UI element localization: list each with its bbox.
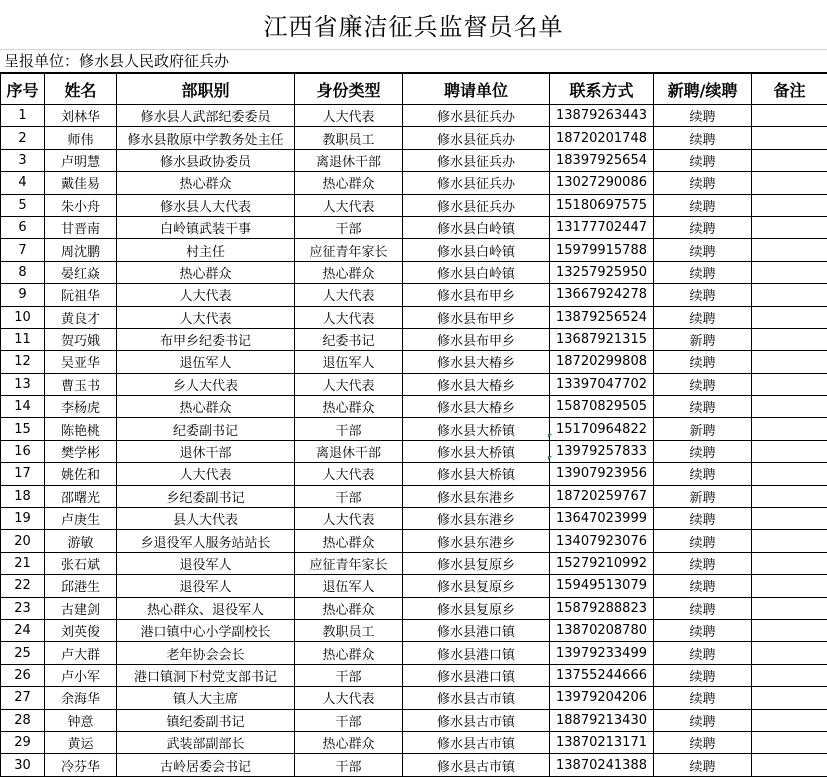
cell-name[interactable]: 李杨虎 bbox=[45, 396, 117, 418]
cell-hiring-unit[interactable]: 修水县古市镇 bbox=[403, 709, 550, 731]
table-row bbox=[1, 687, 827, 709]
cell-index[interactable]: 18 bbox=[1, 485, 45, 507]
cell-position[interactable]: 布甲乡纪委书记 bbox=[117, 328, 295, 350]
cell-hiring-unit[interactable]: 修水县布甲乡 bbox=[403, 284, 550, 306]
cell-remarks[interactable] bbox=[752, 575, 827, 597]
table-row bbox=[1, 239, 827, 261]
table-row bbox=[1, 373, 827, 395]
cell-position[interactable]: 修水县政协委员 bbox=[117, 149, 295, 171]
cell-contact[interactable]: 13687921315 bbox=[550, 328, 654, 350]
cell-contact[interactable]: 13870213171 bbox=[550, 731, 654, 753]
table-row bbox=[1, 619, 827, 641]
table-row bbox=[1, 351, 827, 373]
column-header-name[interactable]: 姓名 bbox=[45, 74, 117, 105]
cell-new-renew[interactable]: 续聘 bbox=[654, 508, 752, 530]
cell-contact[interactable]: 13870208780 bbox=[550, 619, 654, 641]
cell-new-renew[interactable]: 续聘 bbox=[654, 172, 752, 194]
cell-remarks[interactable] bbox=[752, 642, 827, 664]
cell-contact[interactable]: 13979204206 bbox=[550, 687, 654, 709]
cell-remarks[interactable] bbox=[752, 463, 827, 485]
table-row bbox=[1, 194, 827, 216]
cell-contact[interactable]: 15870829505 bbox=[550, 396, 654, 418]
table-row bbox=[1, 216, 827, 238]
cell-position[interactable]: 退伍军人 bbox=[117, 351, 295, 373]
cell-remarks[interactable] bbox=[752, 284, 827, 306]
cell-position[interactable]: 修水县人大代表 bbox=[117, 194, 295, 216]
cell-new-renew[interactable]: 新聘 bbox=[654, 485, 752, 507]
cell-name[interactable]: 卢明慧 bbox=[45, 149, 117, 171]
cell-position[interactable]: 乡退役军人服务站站长 bbox=[117, 530, 295, 552]
cell-name[interactable]: 周沈鹏 bbox=[45, 239, 117, 261]
cell-hiring-unit[interactable]: 修水县复原乡 bbox=[403, 597, 550, 619]
cell-new-renew[interactable]: 续聘 bbox=[654, 284, 752, 306]
cell-remarks[interactable] bbox=[752, 731, 827, 753]
cell-hiring-unit[interactable]: 修水县布甲乡 bbox=[403, 306, 550, 328]
cell-remarks[interactable] bbox=[752, 485, 827, 507]
cell-index[interactable]: 7 bbox=[1, 239, 45, 261]
cell-identity-type[interactable]: 退伍军人 bbox=[295, 351, 403, 373]
cell-hiring-unit[interactable]: 修水县大椿乡 bbox=[403, 351, 550, 373]
cell-index[interactable]: 16 bbox=[1, 440, 45, 462]
cell-position[interactable]: 人大代表 bbox=[117, 463, 295, 485]
cell-name[interactable]: 曹玉书 bbox=[45, 373, 117, 395]
cell-index[interactable]: 26 bbox=[1, 664, 45, 686]
reporting-unit[interactable]: 呈报单位：修水县人民政府征兵办 bbox=[0, 49, 827, 73]
cell-contact[interactable]: 13667924278 bbox=[550, 284, 654, 306]
cell-remarks[interactable] bbox=[752, 127, 827, 149]
cell-marker-icon bbox=[548, 434, 552, 438]
cell-new-renew[interactable]: 续聘 bbox=[654, 731, 752, 753]
column-header-contact[interactable]: 联系方式 bbox=[550, 74, 654, 105]
supervisor-table bbox=[0, 73, 827, 777]
cell-position[interactable]: 乡人大代表 bbox=[117, 373, 295, 395]
cell-new-renew[interactable]: 续聘 bbox=[654, 530, 752, 552]
cell-identity-type[interactable]: 热心群众 bbox=[295, 172, 403, 194]
cell-new-renew[interactable]: 续聘 bbox=[654, 552, 752, 574]
cell-new-renew[interactable]: 续聘 bbox=[654, 261, 752, 283]
cell-identity-type[interactable]: 干部 bbox=[295, 754, 403, 776]
header-row bbox=[1, 74, 827, 105]
cell-index[interactable]: 8 bbox=[1, 261, 45, 283]
table-row bbox=[1, 463, 827, 485]
cell-identity-type[interactable]: 干部 bbox=[295, 216, 403, 238]
cell-contact[interactable]: 18720259767 bbox=[550, 485, 654, 507]
cell-hiring-unit[interactable]: 修水县大椿乡 bbox=[403, 373, 550, 395]
cell-index[interactable]: 10 bbox=[1, 306, 45, 328]
column-header-position[interactable]: 部职别 bbox=[117, 74, 295, 105]
cell-position[interactable]: 镇人大主席 bbox=[117, 687, 295, 709]
table-row bbox=[1, 105, 827, 127]
cell-identity-type[interactable]: 干部 bbox=[295, 418, 403, 440]
cell-name[interactable]: 吴亚华 bbox=[45, 351, 117, 373]
cell-index[interactable]: 1 bbox=[1, 105, 45, 127]
cell-remarks[interactable] bbox=[752, 664, 827, 686]
cell-index[interactable]: 2 bbox=[1, 127, 45, 149]
cell-index[interactable]: 20 bbox=[1, 530, 45, 552]
cell-index[interactable]: 29 bbox=[1, 731, 45, 753]
table-row bbox=[1, 149, 827, 171]
table-row bbox=[1, 709, 827, 731]
cell-identity-type[interactable]: 人大代表 bbox=[295, 687, 403, 709]
cell-hiring-unit[interactable]: 修水县大桥镇 bbox=[403, 463, 550, 485]
cell-identity-type[interactable]: 应征青年家长 bbox=[295, 239, 403, 261]
cell-index[interactable]: 12 bbox=[1, 351, 45, 373]
table-row bbox=[1, 508, 827, 530]
cell-new-renew[interactable]: 续聘 bbox=[654, 306, 752, 328]
cell-identity-type[interactable]: 教职员工 bbox=[295, 619, 403, 641]
cell-name[interactable]: 卢大群 bbox=[45, 642, 117, 664]
cell-identity-type[interactable]: 热心群众 bbox=[295, 396, 403, 418]
table-row bbox=[1, 552, 827, 574]
table-row bbox=[1, 530, 827, 552]
cell-identity-type[interactable]: 人大代表 bbox=[295, 306, 403, 328]
cell-identity-type[interactable]: 干部 bbox=[295, 709, 403, 731]
cell-name[interactable]: 刘林华 bbox=[45, 105, 117, 127]
cell-contact[interactable]: 15949513079 bbox=[550, 575, 654, 597]
cell-index[interactable]: 14 bbox=[1, 396, 45, 418]
cell-remarks[interactable] bbox=[752, 373, 827, 395]
cell-index[interactable]: 4 bbox=[1, 172, 45, 194]
cell-hiring-unit[interactable]: 修水县港口镇 bbox=[403, 642, 550, 664]
cell-hiring-unit[interactable]: 修水县港口镇 bbox=[403, 664, 550, 686]
cell-position[interactable]: 人大代表 bbox=[117, 284, 295, 306]
cell-index[interactable]: 22 bbox=[1, 575, 45, 597]
table-row bbox=[1, 172, 827, 194]
column-header-index[interactable]: 序号 bbox=[1, 74, 45, 105]
cell-hiring-unit[interactable]: 修水县港口镇 bbox=[403, 619, 550, 641]
cell-index[interactable]: 11 bbox=[1, 328, 45, 350]
cell-hiring-unit[interactable]: 修水县东港乡 bbox=[403, 508, 550, 530]
cell-index[interactable]: 27 bbox=[1, 687, 45, 709]
cell-remarks[interactable] bbox=[752, 508, 827, 530]
cell-remarks[interactable] bbox=[752, 530, 827, 552]
cell-new-renew[interactable]: 续聘 bbox=[654, 687, 752, 709]
cell-contact[interactable]: 13407923076 bbox=[550, 530, 654, 552]
cell-position[interactable]: 老年协会会长 bbox=[117, 642, 295, 664]
cell-identity-type[interactable]: 人大代表 bbox=[295, 105, 403, 127]
cell-new-renew[interactable]: 续聘 bbox=[654, 105, 752, 127]
table-row bbox=[1, 328, 827, 350]
table-row bbox=[1, 284, 827, 306]
cell-index[interactable]: 13 bbox=[1, 373, 45, 395]
cell-name[interactable]: 钟意 bbox=[45, 709, 117, 731]
cell-contact[interactable]: 13397047702 bbox=[550, 373, 654, 395]
cell-new-renew[interactable]: 续聘 bbox=[654, 373, 752, 395]
cell-contact[interactable]: 13979233499 bbox=[550, 642, 654, 664]
cell-name[interactable]: 张石斌 bbox=[45, 552, 117, 574]
cell-name[interactable]: 卢庚生 bbox=[45, 508, 117, 530]
cell-contact[interactable]: 18397925654 bbox=[550, 149, 654, 171]
table-row bbox=[1, 664, 827, 686]
cell-identity-type[interactable]: 人大代表 bbox=[295, 194, 403, 216]
cell-name[interactable]: 朱小舟 bbox=[45, 194, 117, 216]
cell-position[interactable]: 港口镇中心小学副校长 bbox=[117, 619, 295, 641]
cell-position[interactable]: 修水县散原中学教务处主任 bbox=[117, 127, 295, 149]
cell-new-renew[interactable]: 续聘 bbox=[654, 149, 752, 171]
cell-name[interactable]: 刘英俊 bbox=[45, 619, 117, 641]
cell-hiring-unit[interactable]: 修水县大桥镇 bbox=[403, 418, 550, 440]
table-row bbox=[1, 642, 827, 664]
cell-new-renew[interactable]: 续聘 bbox=[654, 754, 752, 776]
cell-new-renew[interactable]: 续聘 bbox=[654, 216, 752, 238]
cell-index[interactable]: 28 bbox=[1, 709, 45, 731]
column-header-new-renew[interactable]: 新聘/续聘 bbox=[654, 74, 752, 105]
cell-contact[interactable]: 13879263443 bbox=[550, 105, 654, 127]
cell-identity-type[interactable]: 热心群众 bbox=[295, 530, 403, 552]
cell-identity-type[interactable]: 离退休干部 bbox=[295, 149, 403, 171]
cell-hiring-unit[interactable]: 修水县古市镇 bbox=[403, 731, 550, 753]
cell-remarks[interactable] bbox=[752, 552, 827, 574]
cell-new-renew[interactable]: 续聘 bbox=[654, 239, 752, 261]
cell-new-renew[interactable]: 续聘 bbox=[654, 597, 752, 619]
cell-identity-type[interactable]: 热心群众 bbox=[295, 731, 403, 753]
cell-position[interactable]: 白岭镇武装干事 bbox=[117, 216, 295, 238]
cell-new-renew[interactable]: 续聘 bbox=[654, 440, 752, 462]
cell-contact[interactable]: 13027290086 bbox=[550, 172, 654, 194]
cell-identity-type[interactable]: 退伍军人 bbox=[295, 575, 403, 597]
table-row bbox=[1, 418, 827, 440]
cell-identity-type[interactable]: 人大代表 bbox=[295, 373, 403, 395]
cell-position[interactable]: 县人大代表 bbox=[117, 508, 295, 530]
cell-hiring-unit[interactable]: 修水县大桥镇 bbox=[403, 440, 550, 462]
cell-remarks[interactable] bbox=[752, 440, 827, 462]
cell-remarks[interactable] bbox=[752, 149, 827, 171]
cell-position[interactable]: 退役军人 bbox=[117, 575, 295, 597]
cell-position[interactable]: 热心群众 bbox=[117, 172, 295, 194]
cell-remarks[interactable] bbox=[752, 216, 827, 238]
cell-remarks[interactable] bbox=[752, 351, 827, 373]
cell-position[interactable]: 港口镇洞下村党支部书记 bbox=[117, 664, 295, 686]
cell-position[interactable]: 人大代表 bbox=[117, 306, 295, 328]
cell-index[interactable]: 23 bbox=[1, 597, 45, 619]
cell-name[interactable]: 冷芬华 bbox=[45, 754, 117, 776]
cell-new-renew[interactable]: 新聘 bbox=[654, 418, 752, 440]
cell-remarks[interactable] bbox=[752, 306, 827, 328]
cell-index[interactable]: 25 bbox=[1, 642, 45, 664]
cell-name[interactable]: 陈艳桃 bbox=[45, 418, 117, 440]
column-header-hiring-unit[interactable]: 聘请单位 bbox=[403, 74, 550, 105]
cell-identity-type[interactable]: 热心群众 bbox=[295, 642, 403, 664]
cell-contact[interactable]: 18879213430 bbox=[550, 709, 654, 731]
cell-contact[interactable]: 13979257833 bbox=[550, 440, 654, 462]
cell-hiring-unit[interactable]: 修水县复原乡 bbox=[403, 552, 550, 574]
cell-contact[interactable]: 13870241388 bbox=[550, 754, 654, 776]
cell-new-renew[interactable]: 续聘 bbox=[654, 351, 752, 373]
table-row bbox=[1, 485, 827, 507]
cell-contact[interactable]: 13647023999 bbox=[550, 508, 654, 530]
cell-index[interactable]: 19 bbox=[1, 508, 45, 530]
cell-contact[interactable]: 13257925950 bbox=[550, 261, 654, 283]
table-row bbox=[1, 597, 827, 619]
cell-name[interactable]: 余海华 bbox=[45, 687, 117, 709]
cell-index[interactable]: 21 bbox=[1, 552, 45, 574]
cell-position[interactable]: 退役军人 bbox=[117, 552, 295, 574]
cell-position[interactable]: 热心群众、退役军人 bbox=[117, 597, 295, 619]
cell-name[interactable]: 黄良才 bbox=[45, 306, 117, 328]
cell-name[interactable]: 阮祖华 bbox=[45, 284, 117, 306]
cell-position[interactable]: 修水县人武部纪委委员 bbox=[117, 105, 295, 127]
cell-index[interactable]: 24 bbox=[1, 619, 45, 641]
cell-hiring-unit[interactable]: 修水县征兵办 bbox=[403, 105, 550, 127]
cell-contact[interactable]: 15170964822 bbox=[550, 418, 654, 440]
cell-position[interactable]: 镇纪委副书记 bbox=[117, 709, 295, 731]
cell-hiring-unit[interactable]: 修水县大椿乡 bbox=[403, 396, 550, 418]
cell-remarks[interactable] bbox=[752, 328, 827, 350]
cell-new-renew[interactable]: 续聘 bbox=[654, 619, 752, 641]
cell-remarks[interactable] bbox=[752, 239, 827, 261]
cell-name[interactable]: 黄运 bbox=[45, 731, 117, 753]
cell-name[interactable]: 卢小军 bbox=[45, 664, 117, 686]
cell-name[interactable]: 姚佐和 bbox=[45, 463, 117, 485]
cell-remarks[interactable] bbox=[752, 597, 827, 619]
cell-identity-type[interactable]: 干部 bbox=[295, 485, 403, 507]
cell-hiring-unit[interactable]: 修水县白岭镇 bbox=[403, 261, 550, 283]
cell-position[interactable]: 乡纪委副书记 bbox=[117, 485, 295, 507]
cell-index[interactable]: 6 bbox=[1, 216, 45, 238]
cell-identity-type[interactable]: 热心群众 bbox=[295, 261, 403, 283]
table-row bbox=[1, 396, 827, 418]
cell-name[interactable]: 邵曙光 bbox=[45, 485, 117, 507]
cell-identity-type[interactable]: 离退休干部 bbox=[295, 440, 403, 462]
cell-index[interactable]: 15 bbox=[1, 418, 45, 440]
cell-identity-type[interactable]: 干部 bbox=[295, 664, 403, 686]
cell-name[interactable]: 樊学彬 bbox=[45, 440, 117, 462]
cell-new-renew[interactable]: 续聘 bbox=[654, 194, 752, 216]
cell-contact[interactable]: 15979915788 bbox=[550, 239, 654, 261]
table-row bbox=[1, 731, 827, 753]
cell-remarks[interactable] bbox=[752, 709, 827, 731]
cell-remarks[interactable] bbox=[752, 396, 827, 418]
cell-hiring-unit[interactable]: 修水县古市镇 bbox=[403, 687, 550, 709]
cell-index[interactable]: 3 bbox=[1, 149, 45, 171]
cell-index[interactable]: 30 bbox=[1, 754, 45, 776]
cell-contact[interactable]: 18720201748 bbox=[550, 127, 654, 149]
cell-contact[interactable]: 13907923956 bbox=[550, 463, 654, 485]
cell-remarks[interactable] bbox=[752, 619, 827, 641]
cell-name[interactable]: 邱港生 bbox=[45, 575, 117, 597]
cell-position[interactable]: 古岭居委会书记 bbox=[117, 754, 295, 776]
cell-hiring-unit[interactable]: 修水县东港乡 bbox=[403, 530, 550, 552]
cell-new-renew[interactable]: 续聘 bbox=[654, 463, 752, 485]
cell-new-renew[interactable]: 续聘 bbox=[654, 709, 752, 731]
cell-identity-type[interactable]: 人大代表 bbox=[295, 508, 403, 530]
cell-identity-type[interactable]: 人大代表 bbox=[295, 284, 403, 306]
cell-hiring-unit[interactable]: 修水县征兵办 bbox=[403, 149, 550, 171]
cell-hiring-unit[interactable]: 修水县复原乡 bbox=[403, 575, 550, 597]
cell-position[interactable]: 武装部副部长 bbox=[117, 731, 295, 753]
column-header-remarks[interactable]: 备注 bbox=[752, 74, 827, 105]
cell-new-renew[interactable]: 续聘 bbox=[654, 664, 752, 686]
cell-identity-type[interactable]: 教职员工 bbox=[295, 127, 403, 149]
cell-position[interactable]: 热心群众 bbox=[117, 396, 295, 418]
column-header-identity-type[interactable]: 身份类型 bbox=[295, 74, 403, 105]
cell-hiring-unit[interactable]: 修水县布甲乡 bbox=[403, 328, 550, 350]
cell-position[interactable]: 纪委副书记 bbox=[117, 418, 295, 440]
cell-remarks[interactable] bbox=[752, 687, 827, 709]
table-row bbox=[1, 575, 827, 597]
cell-contact[interactable]: 15879288823 bbox=[550, 597, 654, 619]
cell-name[interactable]: 戴佳易 bbox=[45, 172, 117, 194]
cell-contact[interactable]: 15180697575 bbox=[550, 194, 654, 216]
sheet-title[interactable]: 江西省廉洁征兵监督员名单 bbox=[0, 0, 827, 50]
cell-hiring-unit[interactable]: 修水县征兵办 bbox=[403, 172, 550, 194]
cell-name[interactable]: 古建剑 bbox=[45, 597, 117, 619]
cell-identity-type[interactable]: 热心群众 bbox=[295, 597, 403, 619]
cell-hiring-unit[interactable]: 修水县古市镇 bbox=[403, 754, 550, 776]
cell-remarks[interactable] bbox=[752, 754, 827, 776]
cell-contact[interactable]: 15279210992 bbox=[550, 552, 654, 574]
cell-hiring-unit[interactable]: 修水县白岭镇 bbox=[403, 239, 550, 261]
cell-name[interactable]: 师伟 bbox=[45, 127, 117, 149]
cell-hiring-unit[interactable]: 修水县东港乡 bbox=[403, 485, 550, 507]
table-row bbox=[1, 261, 827, 283]
cell-name[interactable]: 游敏 bbox=[45, 530, 117, 552]
cell-contact[interactable]: 18720299808 bbox=[550, 351, 654, 373]
cell-identity-type[interactable]: 应征青年家长 bbox=[295, 552, 403, 574]
cell-index[interactable]: 17 bbox=[1, 463, 45, 485]
cell-remarks[interactable] bbox=[752, 194, 827, 216]
cell-remarks[interactable] bbox=[752, 261, 827, 283]
table-row bbox=[1, 754, 827, 776]
cell-hiring-unit[interactable]: 修水县白岭镇 bbox=[403, 216, 550, 238]
cell-name[interactable]: 甘晋南 bbox=[45, 216, 117, 238]
cell-new-renew[interactable]: 续聘 bbox=[654, 575, 752, 597]
cell-remarks[interactable] bbox=[752, 172, 827, 194]
table-row bbox=[1, 306, 827, 328]
cell-contact[interactable]: 13177702447 bbox=[550, 216, 654, 238]
cell-position[interactable]: 热心群众 bbox=[117, 261, 295, 283]
cell-remarks[interactable] bbox=[752, 105, 827, 127]
cell-identity-type[interactable]: 纪委书记 bbox=[295, 328, 403, 350]
cell-contact[interactable]: 13755244666 bbox=[550, 664, 654, 686]
cell-new-renew[interactable]: 新聘 bbox=[654, 328, 752, 350]
cell-remarks[interactable] bbox=[752, 418, 827, 440]
cell-position[interactable]: 村主任 bbox=[117, 239, 295, 261]
cell-hiring-unit[interactable]: 修水县征兵办 bbox=[403, 127, 550, 149]
cell-new-renew[interactable]: 续聘 bbox=[654, 642, 752, 664]
table-row bbox=[1, 127, 827, 149]
cell-identity-type[interactable]: 人大代表 bbox=[295, 463, 403, 485]
cell-contact[interactable]: 13879256524 bbox=[550, 306, 654, 328]
cell-index[interactable]: 9 bbox=[1, 284, 45, 306]
cell-name[interactable]: 贺巧娥 bbox=[45, 328, 117, 350]
cell-hiring-unit[interactable]: 修水县征兵办 bbox=[403, 194, 550, 216]
table-row bbox=[1, 440, 827, 462]
cell-index[interactable]: 5 bbox=[1, 194, 45, 216]
cell-position[interactable]: 退休干部 bbox=[117, 440, 295, 462]
cell-new-renew[interactable]: 续聘 bbox=[654, 396, 752, 418]
cell-marker-icon bbox=[548, 456, 552, 460]
cell-name[interactable]: 晏红焱 bbox=[45, 261, 117, 283]
cell-new-renew[interactable]: 续聘 bbox=[654, 127, 752, 149]
